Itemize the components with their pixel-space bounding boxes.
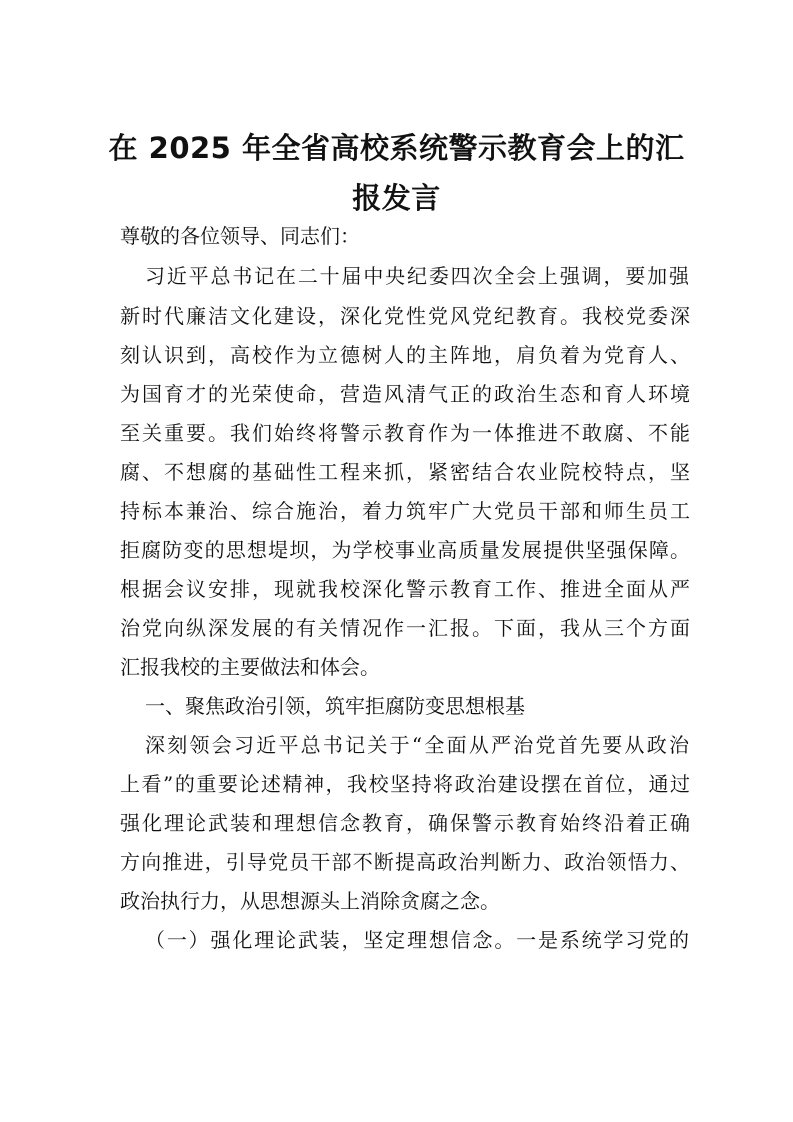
- paragraph-line: 治党向纵深发展的有关情况作一汇报。下面，我从三个方面: [120, 616, 690, 640]
- paragraph-line: 政治执行力，从思想源头上消除贪腐之念。: [120, 889, 500, 913]
- section-heading: 一、聚焦政治引领，筑牢拒腐防变思想根基: [145, 694, 525, 718]
- paragraph-line: 至关重要。我们始终将警示教育作为一体推进不敢腐、不能: [120, 421, 690, 445]
- document-title-line-2: 报发言: [352, 181, 441, 215]
- paragraph-line: 强化理论武装和理想信念教育，确保警示教育始终沿着正确: [120, 811, 690, 835]
- paragraph-line: 新时代廉洁文化建设，深化党性党风党纪教育。我校党委深: [120, 304, 690, 328]
- paragraph-line: 拒腐防变的思想堤坝，为学校事业高质量发展提供坚强保障。: [120, 538, 690, 562]
- paragraph-line: 持标本兼治、综合施治，着力筑牢广大党员干部和师生员工: [120, 499, 690, 523]
- document-title-line-1: 在 2025 年全省高校系统警示教育会上的汇: [108, 131, 685, 165]
- paragraph-line: 方向推进，引导党员干部不断提高政治判断力、政治领悟力、: [120, 850, 690, 874]
- paragraph-line: 深刻领会习近平总书记关于“全面从严治党首先要从政治: [145, 733, 689, 757]
- subsection-heading-line: （一）强化理论武装，坚定理想信念。一是系统学习党的: [145, 928, 689, 952]
- paragraph-line: 习近平总书记在二十届中央纪委四次全会上强调，要加强: [145, 264, 689, 288]
- paragraph-line: 刻认识到，高校作为立德树人的主阵地，肩负着为党育人、: [120, 343, 690, 367]
- salutation: 尊敬的各位领导、同志们：: [120, 224, 360, 248]
- paragraph-line: 汇报我校的主要做法和体会。: [120, 655, 380, 679]
- paragraph-line: 上看”的重要论述精神，我校坚持将政治建设摆在首位，通过: [120, 772, 690, 796]
- paragraph-line: 腐、不想腐的基础性工程来抓，紧密结合农业院校特点，坚: [120, 460, 690, 484]
- paragraph-line: 为国育才的光荣使命，营造风清气正的政治生态和育人环境: [120, 382, 690, 406]
- paragraph-line: 根据会议安排，现就我校深化警示教育工作、推进全面从严: [120, 577, 690, 601]
